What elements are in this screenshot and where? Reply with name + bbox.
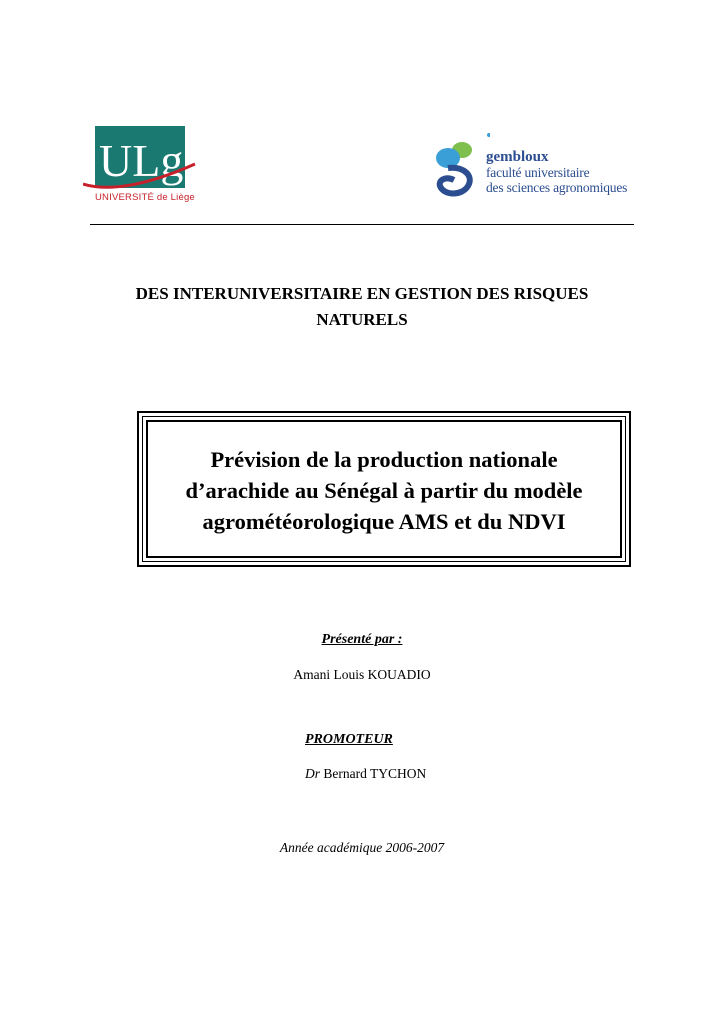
header-divider (90, 224, 634, 225)
gembloux-text (486, 150, 627, 195)
thesis-title-line1: Prévision de la production nationale (210, 446, 558, 472)
author-name: Amani Louis KOUADIO (293, 667, 431, 682)
ulg-caption-lower: de Liège (156, 192, 195, 203)
thesis-title-line2: d’arachide au Sénégal à partir du modèle (185, 477, 583, 503)
presented-by-label: Présenté par : (321, 632, 403, 647)
gembloux-name: gembloux (486, 149, 549, 165)
ulg-logo-letters: ULg (99, 135, 184, 186)
gembloux-line3: des sciences agronomiques (486, 180, 628, 195)
promoteur-title: Dr (305, 766, 321, 781)
thesis-title-frame-inner (142, 416, 626, 562)
academic-year: Année académique 2006-2007 (279, 840, 445, 855)
gembloux-swirl (440, 168, 470, 194)
promoteur-label: PROMOTEUR (305, 732, 393, 747)
ulg-logo (83, 126, 203, 206)
gembloux-logo-mark (434, 130, 490, 202)
ulg-logo-mark (83, 126, 203, 192)
gembloux-logo (434, 130, 634, 205)
ulg-logo-caption (95, 192, 195, 203)
thesis-title-line3: agrométéorologique AMS et du NDVI (202, 508, 566, 534)
promoteur-name (305, 766, 426, 782)
gembloux-dot-small (487, 133, 490, 137)
gembloux-line2: faculté universitaire (486, 165, 590, 180)
ulg-caption-upper: UNIVERSITÉ (95, 192, 155, 203)
program-title: DES INTERUNIVERSITAIRE EN GESTION DES RISQUES NATURELS (135, 284, 589, 329)
thesis-title-frame (137, 411, 631, 567)
promoteur-fullname: Bernard TYCHON (323, 766, 427, 781)
thesis-title (185, 442, 582, 537)
thesis-title-frame-core (146, 420, 622, 558)
